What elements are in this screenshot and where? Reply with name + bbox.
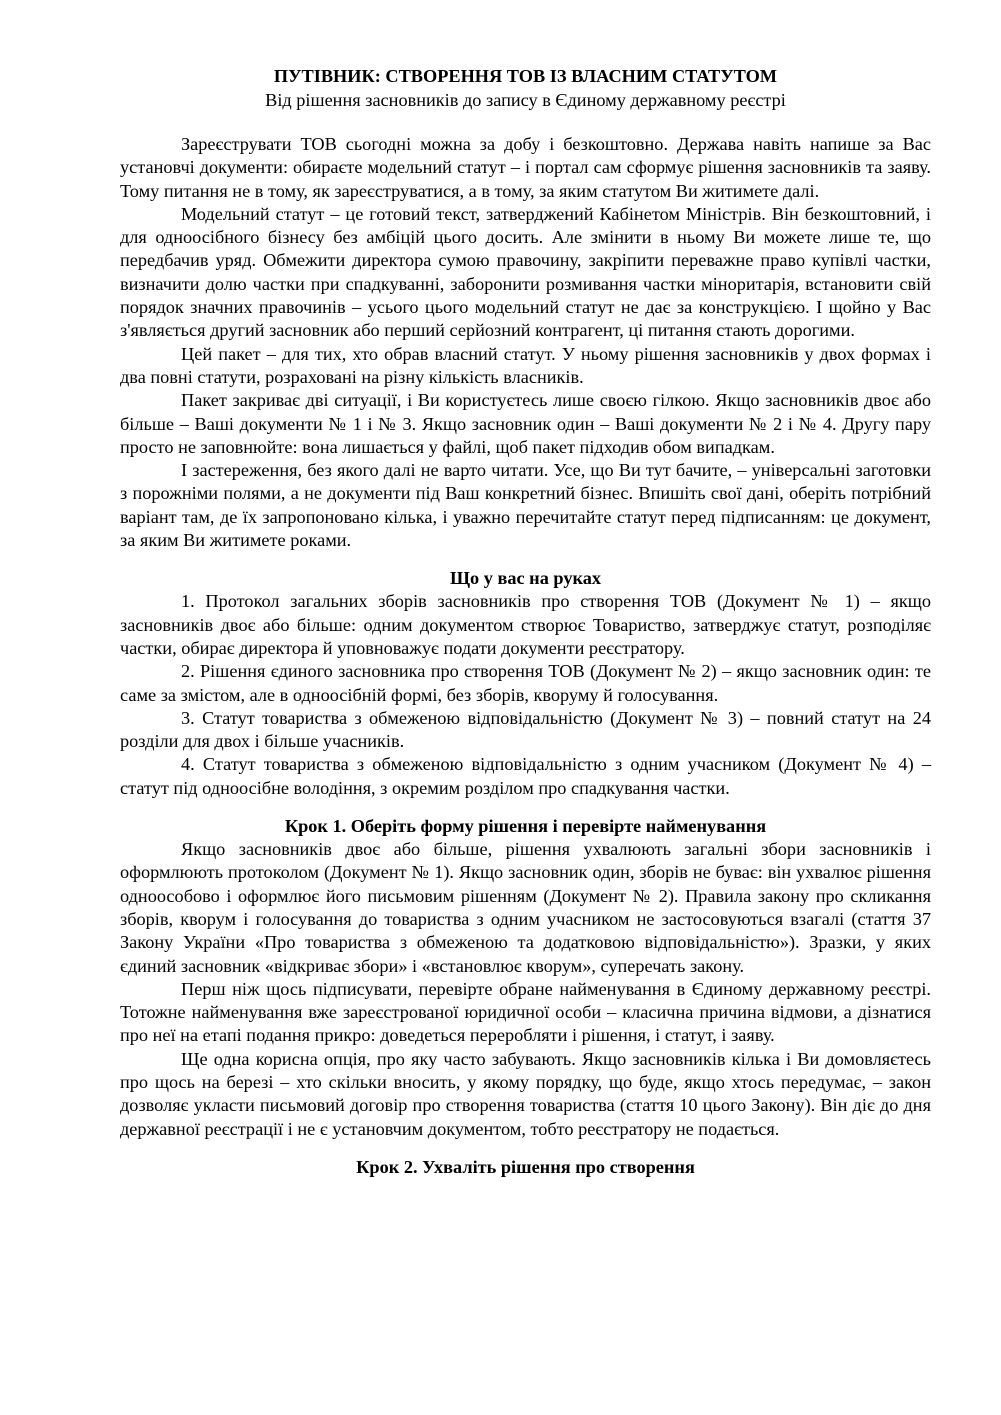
section-what-you-have — [120, 566, 931, 800]
intro-paragraph: Модельний статут – це готовий текст, затверджений Кабінетом Міністрів. Він безкоштовний, і для одноосібного бізнесу без амбіцій цього досить. Але змінити в ньому Ви можете лише те, що передбачив уряд. Обмежити директора сумою правочину, закріпити переважне право купівлі частки, визначити долю частки при спадкуванні, заборонити розмивання частки міноритарія, встановити свій порядок значних правочинів – усього цього модельний статут не дає за конструкцією. І щойно у Вас з'являється другий засновник або перший серйозний контрагент, ці питання стають дорогими. — [120, 203, 931, 341]
document-title: ПУТІВНИК: СТВОРЕННЯ ТОВ ІЗ ВЛАСНИМ СТАТУТОМ — [273, 66, 778, 86]
intro-paragraph: І застереження, без якого далі не варто читати. Усе, що Ви тут бачите, – універсальні заготовки з порожніми полями, а не документи під Ваш конкретний бізнес. Впишіть свої дані, оберіть потрібний варіант там, де їх запропоновано кілька, і уважно перечитайте статут перед підписанням: це документ, за яким Ви житимете роками. — [120, 460, 931, 551]
intro-paragraph: Цей пакет – для тих, хто обрав власний статут. У ньому рішення засновників у двох формах і два повні статути, розраховані на різну кількість власників. — [120, 343, 931, 387]
list-item: 2. Рішення єдиного засновника про створення ТОВ (Документ № 2) – якщо засновник один: те саме за змістом, але в одноосібній формі, без зборів, кворуму й голосування. — [120, 661, 931, 705]
list-item: 3. Статут товариства з обмеженою відповідальністю (Документ № 3) – повний статут на 24 розділи для двох і більше учасників. — [120, 707, 931, 752]
intro-paragraph: Пакет закриває дві ситуації, і Ви користуєтесь лише своєю гілкою. Якщо засновників двоє або більше – Ваші документи № 1 і № 3. Якщо засновник один – Ваші документи № 2 і № 4. Другу пару просто не заповнюйте: вона лишається у файлі, щоб пакет підходив обом випадкам. — [120, 390, 931, 457]
step-paragraph: Якщо засновників двоє або більше, рішення ухвалюють загальні збори засновників і оформлюють протоколом (Документ № 1). Якщо засновник один, зборів не буває: він ухвалює рішення одноособово і оформлює його письмовим рішенням (Документ № 2). Правила закону про скликання зборів, кворум і голосування до товариства з одним учасником не застосовуються взагалі (стаття 37 Закону України «Про товариства з обмеженою та додатковою відповідальністю»). Зразки, у яких єдиний засновник «відкриває збори» і «встановлює кворум», суперечать закону. — [120, 839, 931, 976]
step-paragraph: Перш ніж щось підписувати, перевірте обране найменування в Єдиному державному реєстрі. Тотожне найменування вже зареєстрованої юридичної особи – класична причина відмови, а дізнатися про неї на етапі подання прикро: доведеться переробляти і рішення, і статут, і заяву. — [120, 978, 931, 1046]
section-step-1 — [120, 814, 931, 1141]
section-heading: Крок 1. Оберіть форму рішення і перевірте найменування — [284, 816, 767, 837]
step-paragraph: Ще одна корисна опція, про яку часто забувають. Якщо засновників кілька і Ви домовляєтесь про щось на березі – хто скільки вносить, у якому порядку, що буде, якщо хтось передумає, – закон дозволяє укласти письмовий договір про створення товариства (стаття 10 цього Закону). Він діє до дня державної реєстрації і не є установчим документом, тобто реєстратору не подається. — [120, 1048, 931, 1139]
section-step-2 — [120, 1155, 931, 1179]
document-subtitle: Від рішення засновників до запису в Єдиному державному реєстрі — [265, 90, 786, 110]
intro-paragraph: Зареєструвати ТОВ сьогодні можна за добу і безкоштовно. Держава навіть напише за Вас установчі документи: обираєте модельний статут – і портал сам сформує рішення засновників та заяву. Тому питання не в тому, як зареєструватися, а в тому, за яким статутом Ви житимете далі. — [120, 134, 931, 201]
section-heading: Крок 2. Ухваліть рішення про створення — [356, 1156, 695, 1177]
intro-section — [120, 133, 931, 552]
list-item: 4. Статут товариства з обмеженою відповідальністю з одним учасником (Документ № 4) – статут під одноосібне володіння, з окремим розділом про спадкування частки. — [120, 754, 931, 798]
section-heading: Що у вас на руках — [449, 568, 602, 589]
list-item: 1. Протокол загальних зборів засновників про створення ТОВ (Документ № 1) – якщо засновників двоє або більше: одним документом створює Товариство, затверджує статут, розподіляє частки, обирає директора й уповноважує подати документи реєстратору. — [120, 591, 931, 658]
